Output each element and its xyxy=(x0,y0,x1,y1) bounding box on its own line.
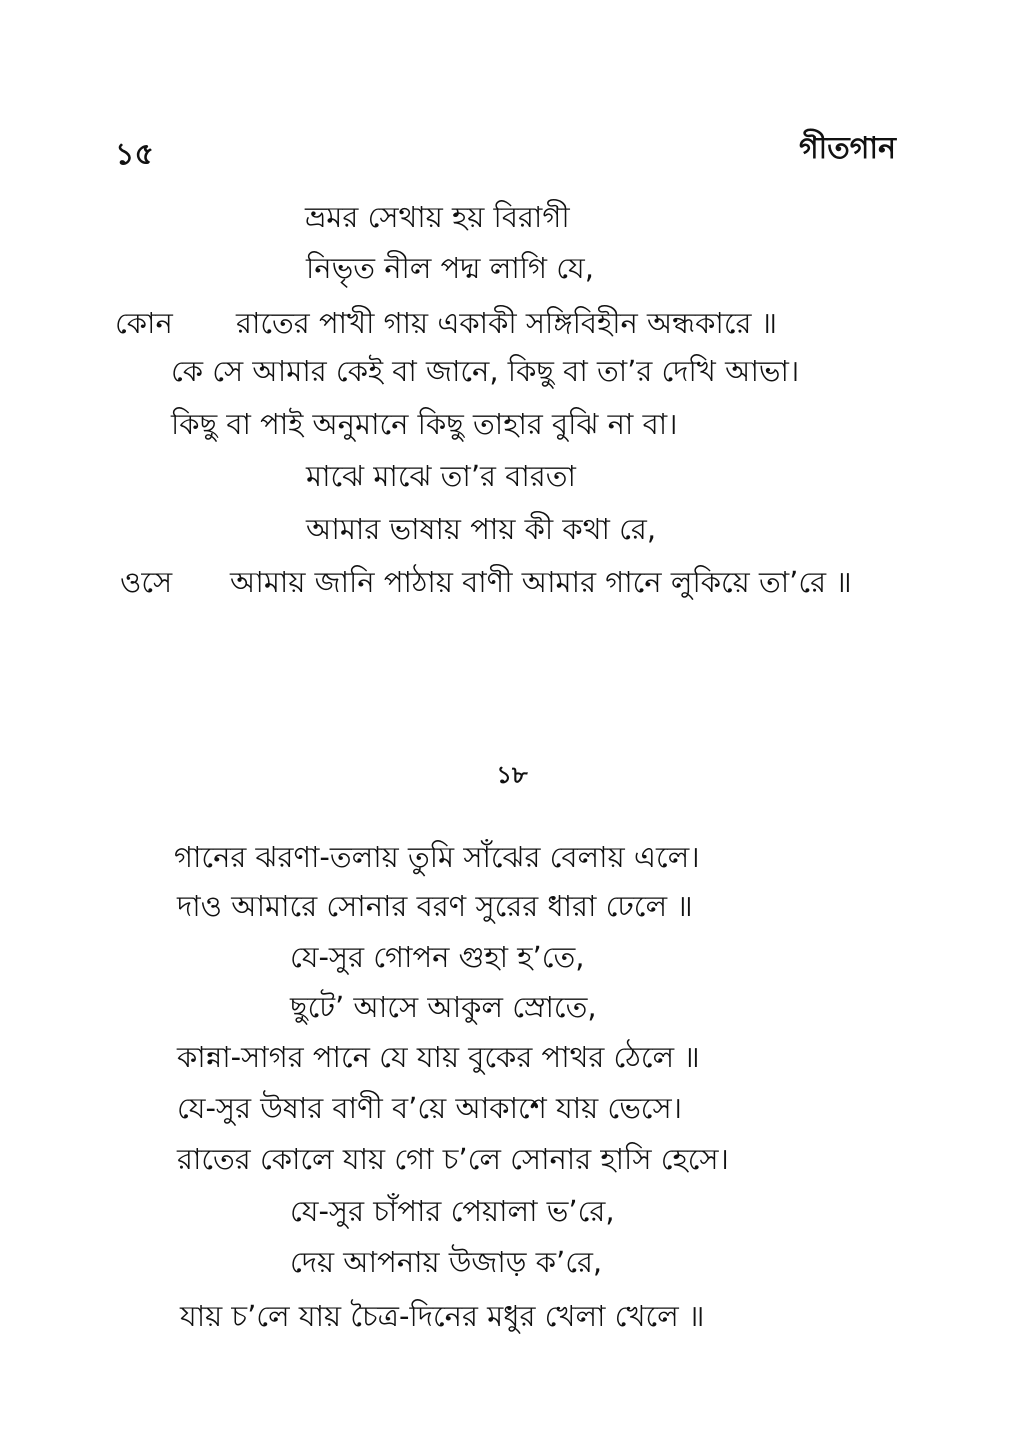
verse-lead-word: কোন xyxy=(115,306,173,340)
verse-lead-word: ওসে xyxy=(120,565,173,599)
verse-line: ভ্রমর সেথায় হয় বিরাগী xyxy=(305,200,570,234)
verse-line: যে-সুর উষার বাণী ব’য়ে আকাশে যায় ভেসে। xyxy=(177,1091,682,1125)
verse-line: যায় চ’লে যায় চৈত্র-দিনের মধুর খেলা খেলে ॥ xyxy=(180,1299,705,1333)
song-number: ১৮ xyxy=(496,761,528,789)
verse-line: আমায় জানি পাঠায় বাণী আমার গানে লুকিয়ে তা’রে ॥ xyxy=(230,565,852,599)
verse-line: রাতের কোলে যায় গো চ’লে সোনার হাসি হেসে। xyxy=(177,1142,729,1176)
verse-line: গানের ঝরণা-তলায় তুমি সাঁঝের বেলায় এলে। xyxy=(174,840,700,874)
verse-line: মাঝে মাঝে তা’র বারতা xyxy=(306,459,576,493)
page-number: ১৫ xyxy=(115,137,154,172)
verse-line: ছুটে’ আসে আকুল স্রোতে, xyxy=(290,990,597,1024)
verse-line: আমার ভাষায় পায় কী কথা রে, xyxy=(306,512,657,546)
verse-line: কান্না-সাগর পানে যে যায় বুকের পাথর ঠেলে ॥ xyxy=(177,1040,700,1074)
verse-line: দাও আমারে সোনার বরণ সুরের ধারা ঢেলে ॥ xyxy=(177,889,693,923)
running-title: গীতগান xyxy=(798,131,896,166)
verse-line: দেয় আপনায় উজাড় ক’রে, xyxy=(290,1245,603,1279)
verse-line: নিভৃত নীল পদ্ম লাগি যে, xyxy=(306,251,594,285)
verse-line: রাতের পাখী গায় একাকী সঙ্গিবিহীন অন্ধকারে ॥ xyxy=(236,306,778,340)
verse-line: কিছু বা পাই অনুমানে কিছু তাহার বুঝি না বা। xyxy=(171,407,678,441)
verse-line: যে-সুর গোপন গুহা হ’তে, xyxy=(290,940,585,974)
verse-line: কে সে আমার কেই বা জানে, কিছু বা তা’র দেখি আভা। xyxy=(171,354,800,388)
verse-line: যে-সুর চাঁপার পেয়ালা ভ’রে, xyxy=(290,1194,615,1228)
